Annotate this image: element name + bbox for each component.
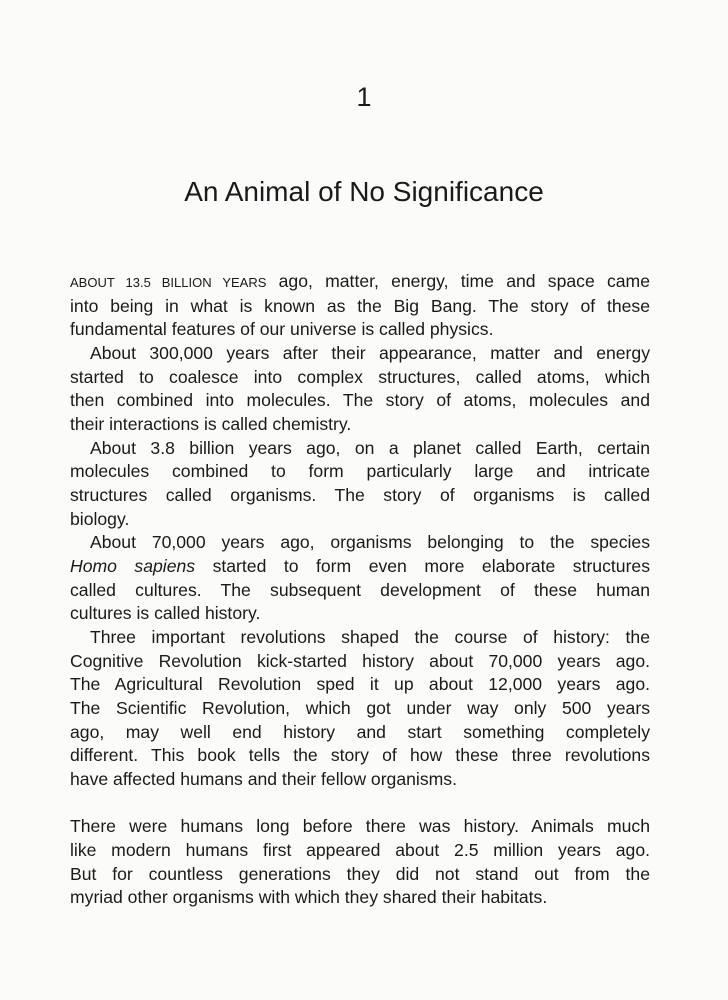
- text-line: About 3.8 billion years ago, on a planet called Earth, certain: [90, 437, 650, 458]
- text-line: have affected humans and their fellow organisms.: [70, 769, 457, 790]
- text-line: But for countless generations they did not stand out from the: [70, 863, 650, 884]
- text-line: like modern humans first appeared about 2.5 million years ago.: [70, 840, 650, 861]
- text-line: different. This book tells the story of how these three revolutions: [70, 745, 650, 766]
- chapter-number: 1: [356, 82, 372, 112]
- text-line: Cognitive Revolution kick-started history about 70,000 years ago.: [70, 650, 650, 671]
- text-line: There were humans long before there was history. Animals much: [70, 816, 650, 837]
- text-line: called cultures. The subsequent development of these human: [70, 579, 650, 600]
- text-line: cultures is called history.: [70, 603, 261, 624]
- opening-small-caps: ABOUT 13.5 BILLION YEARS: [70, 275, 267, 290]
- text-line: Homo sapiens started to form even more elaborate structures: [70, 556, 651, 577]
- paragraph: [70, 342, 650, 437]
- text-line: molecules combined to form particularly large and intricate: [70, 461, 650, 482]
- chapter-title: An Animal of No Significance: [184, 176, 544, 207]
- text-line: into being in what is known as the Big Bang. The story of these: [70, 295, 650, 316]
- text-line: started to coalesce into complex structures, called atoms, which: [70, 366, 650, 387]
- chapter-body: [70, 270, 650, 910]
- text-line: then combined into molecules. The story of atoms, molecules and: [70, 390, 650, 411]
- text-line: structures called organisms. The story of organisms is called: [70, 485, 650, 506]
- text-line: biology.: [70, 508, 130, 529]
- text-line: The Agricultural Revolution sped it up about 12,000 years ago.: [70, 674, 650, 695]
- paragraph: [70, 437, 650, 532]
- text-line: myriad other organisms with which they shared their habitats.: [70, 887, 548, 908]
- text-line: About 70,000 years ago, organisms belonging to the species: [90, 532, 650, 553]
- paragraph: [70, 531, 650, 626]
- text-line: ago, may well end history and start something completely: [70, 721, 650, 742]
- paragraph: [70, 815, 650, 910]
- text-line: The Scientific Revolution, which got under way only 500 years: [70, 698, 650, 719]
- text-line: their interactions is called chemistry.: [70, 414, 352, 435]
- paragraph: [70, 270, 650, 342]
- text-line: About 300,000 years after their appearance, matter and energy: [90, 343, 650, 364]
- text-line: ABOUT 13.5 BILLION YEARS ago, matter, energy, time and space came: [70, 271, 650, 291]
- paragraph: [70, 626, 650, 792]
- text-line: Three important revolutions shaped the course of history: the: [90, 627, 650, 648]
- text-line: fundamental features of our universe is called physics.: [70, 319, 494, 340]
- paragraph-gap: [70, 792, 650, 816]
